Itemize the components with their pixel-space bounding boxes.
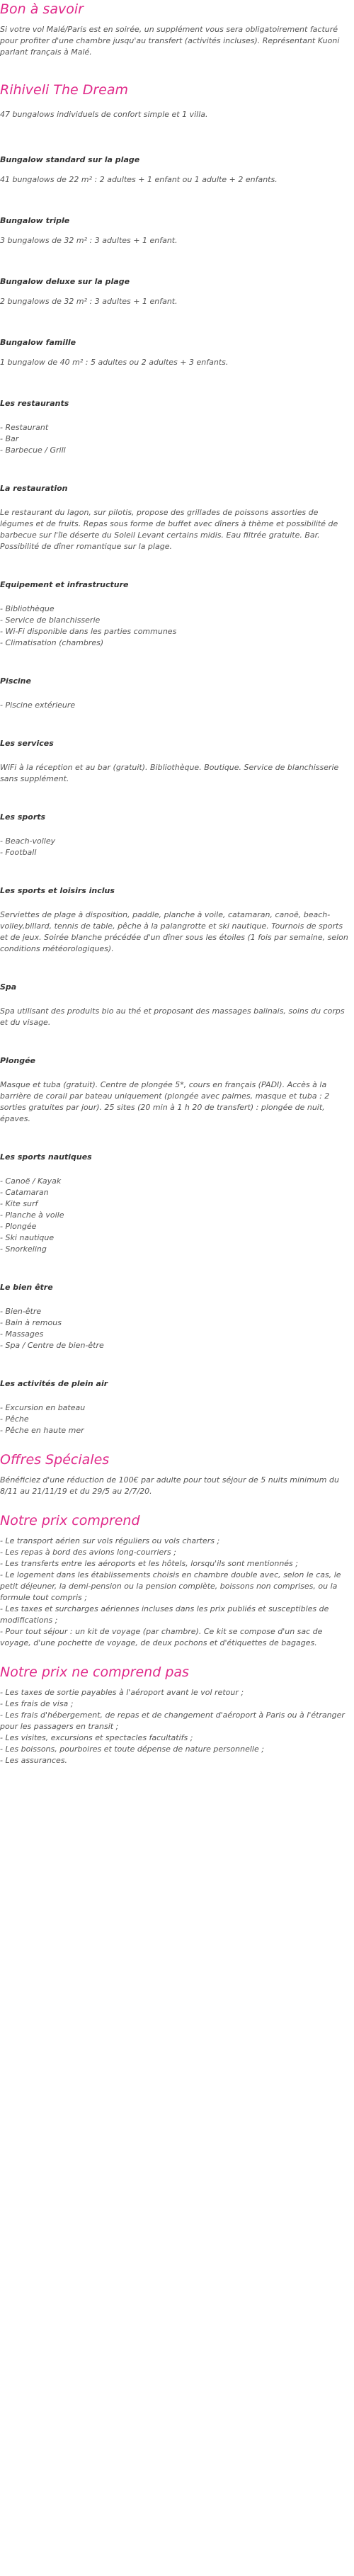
plein-air-title: Les activités de plein air (0, 1379, 108, 1388)
list-item: - Snorkeling (0, 1244, 47, 1254)
spa-text: Spa utilisant des produits bio au thé et proposant des massages balinais, soins du corps et du visage. (0, 1006, 345, 1027)
plongee-text: Masque et tuba (gratuit). Centre de plongée 5*, cours en français (PADI). Accès à la barrière de corail par bateau uniquement (plongée avec palmes, masque et tuba : 2 sorties gratuites par jour). 25 sites (20 min à 1 h 20 de transfert) : plongée de nuit, épaves. (0, 1080, 330, 1123)
list-item: - Les transferts entre les aéroports et les hôtels, lorsqu'ils sont mentionnés ; (0, 1559, 298, 1568)
bien-etre-list (0, 1306, 352, 1351)
offres-title: Offres Spéciales (0, 1452, 110, 1468)
list-item: - Piscine extérieure (0, 700, 76, 710)
bon-a-savoir-title: Bon à savoir (0, 1, 84, 17)
list-item: - Les frais d'hébergement, de repas et de changement d'aéroport à Paris ou à l'étranger pour les passagers en transit ; (0, 1710, 345, 1731)
sports-list (0, 836, 352, 858)
list-item: - Beach-volley (0, 836, 56, 846)
list-item: - Bien-être (0, 1307, 42, 1316)
services-title: Les services (0, 739, 54, 748)
list-item: - Barbecue / Grill (0, 446, 66, 455)
equipement-title: Equipement et infrastructure (0, 580, 129, 589)
sports-title: Les sports (0, 812, 46, 822)
list-item: - Bar (0, 434, 19, 443)
restaurants-list (0, 422, 352, 456)
piscine-title: Piscine (0, 676, 31, 686)
list-item: - Pour tout séjour : un kit de voyage (par chambre). Ce kit se compose d'un sac de voyage, d'une pochette de voyage, de deux pochons et d'étiquettes de bagages. (0, 1627, 323, 1647)
list-item: - Pêche (0, 1414, 29, 1424)
list-item: - Excursion en bateau (0, 1403, 86, 1412)
offres-text: Bénéficiez d'une réduction de 100€ par adulte pour tout séjour de 5 nuits minimum du 8/11 au 21/11/19 et du 29/5 au 2/7/20. (0, 1475, 339, 1496)
list-item: - Les taxes de sortie payables à l'aéroport avant le vol retour ; (0, 1688, 244, 1697)
piscine-list (0, 700, 352, 711)
room-triple-title: Bungalow triple (0, 216, 70, 225)
list-item: - Spa / Centre de bien-être (0, 1341, 104, 1350)
restauration-text: Le restaurant du lagon, sur pilotis, propose des grillades de poissons assorties de légumes et de fruits. Repas sous forme de buffet avec dîners à thème et possibilité de barbecue sur l'île déserte du Soleil Levant certains midis. Eau filtrée gratuite. Bar. Possibilité de dîner romantique sur la plage. (0, 508, 338, 551)
sports-nautiques-title: Les sports nautiques (0, 1152, 92, 1162)
room-triple-text: 3 bungalows de 32 m² : 3 adultes + 1 enfant. (0, 236, 178, 245)
sports-nautiques-list (0, 1176, 352, 1255)
hotel-intro: 47 bungalows individuels de confort simple et 1 villa. (0, 110, 208, 119)
restauration-title: La restauration (0, 484, 68, 493)
list-item: - Catamaran (0, 1188, 49, 1197)
restaurants-title: Les restaurants (0, 399, 69, 408)
list-item: - Les assurances. (0, 1756, 68, 1765)
list-item: - Le logement dans les établissements choisis en chambre double avec, selon le cas, le petit déjeuner, la demi-pension ou la pension complète, boissons non comprises, ou la formule tout compris ; (0, 1570, 341, 1602)
list-item: - Kite surf (0, 1199, 38, 1208)
list-item: - Massages (0, 1329, 44, 1339)
list-item: - Bain à remous (0, 1318, 62, 1327)
room-standard-title: Bungalow standard sur la plage (0, 155, 140, 164)
list-item: - Restaurant (0, 423, 49, 432)
sports-inclus-text: Serviettes de plage à disposition, paddle, planche à voile, catamaran, canoë, beach-volley,billard, tennis de table, pêche à la palangrotte et ski nautique. Tournois de sports et de jeux. Soirée blanche précédée d'un dîner sous les étoiles (1 fois par semaine, selon conditions météorologiques). (0, 910, 348, 953)
room-standard-text: 41 bungalows de 22 m² : 2 adultes + 1 enfant ou 1 adulte + 2 enfants. (0, 175, 278, 184)
sports-inclus-title: Les sports et loisirs inclus (0, 886, 115, 895)
comprend-list (0, 1536, 352, 1649)
room-famille-title: Bungalow famille (0, 338, 76, 347)
list-item: - Pêche en haute mer (0, 1426, 84, 1435)
list-item: - Bibliothèque (0, 604, 55, 613)
list-item: - Les frais de visa ; (0, 1699, 74, 1708)
list-item: - Climatisation (chambres) (0, 638, 104, 647)
spa-title: Spa (0, 982, 17, 992)
plein-air-list (0, 1402, 352, 1436)
list-item: - Les boissons, pourboires et toute dépense de nature personnelle ; (0, 1744, 264, 1754)
list-item: - Wi-Fi disponible dans les parties communes (0, 627, 177, 636)
ne-comprend-pas-list (0, 1687, 352, 1766)
services-text: WiFi à la réception et au bar (gratuit). Bibliothèque. Boutique. Service de blanchisserie sans supplément. (0, 763, 339, 783)
equipement-list (0, 603, 352, 649)
list-item: - Plongée (0, 1222, 37, 1231)
comprend-title: Notre prix comprend (0, 1513, 140, 1528)
plongee-title: Plongée (0, 1056, 36, 1065)
hotel-title: Rihiveli The Dream (0, 82, 128, 98)
list-item: - Le transport aérien sur vols réguliers ou vols charters ; (0, 1536, 220, 1545)
room-deluxe-title: Bungalow deluxe sur la plage (0, 277, 130, 286)
list-item: - Ski nautique (0, 1233, 55, 1242)
bon-a-savoir-text: Si votre vol Malé/Paris est en soirée, un supplément vous sera obligatoirement facturé pour profiter d'une chambre jusqu'au transfert (activités incluses). Représentant Kuoni parlant français à Malé. (0, 25, 340, 57)
list-item: - Service de blanchisserie (0, 615, 101, 625)
list-item: - Les taxes et surcharges aériennes incluses dans les prix publiés et susceptibles de modifications ; (0, 1604, 329, 1625)
ne-comprend-pas-title: Notre prix ne comprend pas (0, 1664, 189, 1680)
bien-etre-title: Le bien être (0, 1283, 53, 1292)
list-item: - Planche à voile (0, 1210, 64, 1220)
list-item: - Les repas à bord des avions long-courriers ; (0, 1548, 176, 1557)
room-famille-text: 1 bungalow de 40 m² : 5 adultes ou 2 adultes + 3 enfants. (0, 358, 229, 367)
list-item: - Les visites, excursions et spectacles facultatifs ; (0, 1733, 193, 1742)
list-item: - Football (0, 848, 37, 857)
room-deluxe-text: 2 bungalows de 32 m² : 3 adultes + 1 enfant. (0, 297, 178, 306)
list-item: - Canoë / Kayak (0, 1176, 62, 1186)
